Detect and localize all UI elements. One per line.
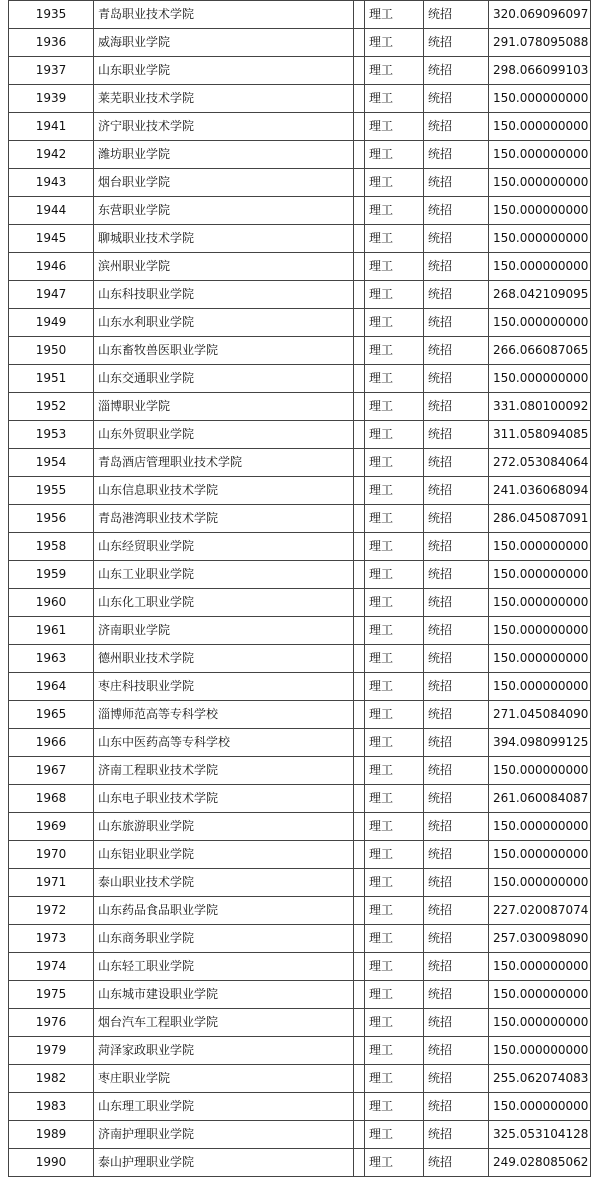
table-row (9, 309, 591, 337)
school-code-cell: 1939 (9, 85, 94, 113)
score-cell: 150.000000000 (489, 953, 591, 981)
table-row (9, 813, 591, 841)
score-cell: 311.058094085 (489, 421, 591, 449)
spacer-cell (354, 645, 365, 673)
score-cell: 227.020087074 (489, 897, 591, 925)
school-name-cell: 山东化工职业学院 (94, 589, 354, 617)
table-row (9, 841, 591, 869)
score-cell: 261.060084087 (489, 785, 591, 813)
score-cell: 150.000000000 (489, 533, 591, 561)
spacer-cell (354, 1037, 365, 1065)
school-name-cell: 山东信息职业技术学院 (94, 477, 354, 505)
spacer-cell (354, 113, 365, 141)
school-code-cell: 1935 (9, 1, 94, 29)
table-row (9, 645, 591, 673)
spacer-cell (354, 281, 365, 309)
school-code-cell: 1943 (9, 169, 94, 197)
score-cell: 150.000000000 (489, 309, 591, 337)
score-cell: 150.000000000 (489, 981, 591, 1009)
school-code-cell: 1969 (9, 813, 94, 841)
score-cell: 291.078095088 (489, 29, 591, 57)
batch-cell: 统招 (424, 169, 489, 197)
batch-cell: 统招 (424, 113, 489, 141)
table-row (9, 1093, 591, 1121)
table-row (9, 981, 591, 1009)
category-cell: 理工 (365, 953, 424, 981)
table-row (9, 1037, 591, 1065)
spacer-cell (354, 197, 365, 225)
batch-cell: 统招 (424, 813, 489, 841)
spacer-cell (354, 953, 365, 981)
school-code-cell: 1958 (9, 533, 94, 561)
school-code-cell: 1963 (9, 645, 94, 673)
school-code-cell: 1952 (9, 393, 94, 421)
batch-cell: 统招 (424, 869, 489, 897)
spacer-cell (354, 225, 365, 253)
table-row (9, 589, 591, 617)
score-cell: 241.036068094 (489, 477, 591, 505)
category-cell: 理工 (365, 57, 424, 85)
school-name-cell: 威海职业学院 (94, 29, 354, 57)
batch-cell: 统招 (424, 757, 489, 785)
spacer-cell (354, 561, 365, 589)
score-cell: 150.000000000 (489, 1009, 591, 1037)
category-cell: 理工 (365, 29, 424, 57)
table-row (9, 57, 591, 85)
batch-cell: 统招 (424, 253, 489, 281)
score-cell: 272.053084064 (489, 449, 591, 477)
category-cell: 理工 (365, 701, 424, 729)
school-code-cell: 1983 (9, 1093, 94, 1121)
table-row (9, 337, 591, 365)
table-row (9, 85, 591, 113)
batch-cell: 统招 (424, 1037, 489, 1065)
score-cell: 150.000000000 (489, 1093, 591, 1121)
category-cell: 理工 (365, 729, 424, 757)
batch-cell: 统招 (424, 477, 489, 505)
batch-cell: 统招 (424, 1121, 489, 1149)
table-row (9, 533, 591, 561)
school-code-cell: 1974 (9, 953, 94, 981)
category-cell: 理工 (365, 981, 424, 1009)
batch-cell: 统招 (424, 365, 489, 393)
category-cell: 理工 (365, 925, 424, 953)
table-row (9, 785, 591, 813)
school-code-cell: 1951 (9, 365, 94, 393)
spacer-cell (354, 337, 365, 365)
category-cell: 理工 (365, 589, 424, 617)
school-code-cell: 1971 (9, 869, 94, 897)
school-name-cell: 枣庄科技职业学院 (94, 673, 354, 701)
category-cell: 理工 (365, 85, 424, 113)
category-cell: 理工 (365, 1009, 424, 1037)
score-cell: 325.053104128 (489, 1121, 591, 1149)
spacer-cell (354, 673, 365, 701)
spacer-cell (354, 701, 365, 729)
school-code-cell: 1947 (9, 281, 94, 309)
school-name-cell: 聊城职业技术学院 (94, 225, 354, 253)
spacer-cell (354, 589, 365, 617)
school-code-cell: 1946 (9, 253, 94, 281)
score-cell: 150.000000000 (489, 561, 591, 589)
batch-cell: 统招 (424, 449, 489, 477)
school-name-cell: 山东电子职业技术学院 (94, 785, 354, 813)
school-code-cell: 1944 (9, 197, 94, 225)
school-name-cell: 山东旅游职业学院 (94, 813, 354, 841)
school-name-cell: 菏泽家政职业学院 (94, 1037, 354, 1065)
school-code-cell: 1941 (9, 113, 94, 141)
school-code-cell: 1965 (9, 701, 94, 729)
table-row (9, 757, 591, 785)
spacer-cell (354, 1065, 365, 1093)
batch-cell: 统招 (424, 337, 489, 365)
spacer-cell (354, 85, 365, 113)
school-code-cell: 1937 (9, 57, 94, 85)
batch-cell: 统招 (424, 1093, 489, 1121)
school-name-cell: 山东经贸职业学院 (94, 533, 354, 561)
school-name-cell: 山东科技职业学院 (94, 281, 354, 309)
category-cell: 理工 (365, 477, 424, 505)
score-cell: 271.045084090 (489, 701, 591, 729)
spacer-cell (354, 813, 365, 841)
table-row (9, 393, 591, 421)
admission-score-table (8, 0, 591, 1177)
batch-cell: 统招 (424, 561, 489, 589)
batch-cell: 统招 (424, 729, 489, 757)
spacer-cell (354, 897, 365, 925)
table-row (9, 421, 591, 449)
batch-cell: 统招 (424, 225, 489, 253)
category-cell: 理工 (365, 561, 424, 589)
batch-cell: 统招 (424, 589, 489, 617)
category-cell: 理工 (365, 449, 424, 477)
category-cell: 理工 (365, 309, 424, 337)
spacer-cell (354, 617, 365, 645)
school-name-cell: 淄博师范高等专科学校 (94, 701, 354, 729)
batch-cell: 统招 (424, 141, 489, 169)
score-cell: 150.000000000 (489, 141, 591, 169)
table-row (9, 197, 591, 225)
batch-cell: 统招 (424, 645, 489, 673)
spacer-cell (354, 1093, 365, 1121)
spacer-cell (354, 505, 365, 533)
school-name-cell: 山东药品食品职业学院 (94, 897, 354, 925)
spacer-cell (354, 477, 365, 505)
category-cell: 理工 (365, 169, 424, 197)
category-cell: 理工 (365, 1065, 424, 1093)
table-row (9, 477, 591, 505)
score-cell: 266.066087065 (489, 337, 591, 365)
table-row (9, 113, 591, 141)
spacer-cell (354, 29, 365, 57)
table-row (9, 869, 591, 897)
school-name-cell: 淄博职业学院 (94, 393, 354, 421)
school-name-cell: 济南工程职业技术学院 (94, 757, 354, 785)
school-code-cell: 1989 (9, 1121, 94, 1149)
category-cell: 理工 (365, 1037, 424, 1065)
table-row (9, 141, 591, 169)
batch-cell: 统招 (424, 57, 489, 85)
school-name-cell: 德州职业技术学院 (94, 645, 354, 673)
table-row (9, 1009, 591, 1037)
school-name-cell: 莱芜职业技术学院 (94, 85, 354, 113)
school-name-cell: 山东交通职业学院 (94, 365, 354, 393)
table-row (9, 29, 591, 57)
batch-cell: 统招 (424, 925, 489, 953)
table-row (9, 925, 591, 953)
batch-cell: 统招 (424, 701, 489, 729)
spacer-cell (354, 1121, 365, 1149)
school-code-cell: 1979 (9, 1037, 94, 1065)
batch-cell: 统招 (424, 673, 489, 701)
score-cell: 150.000000000 (489, 813, 591, 841)
table-body (9, 1, 591, 1177)
school-code-cell: 1960 (9, 589, 94, 617)
score-cell: 257.030098090 (489, 925, 591, 953)
spacer-cell (354, 729, 365, 757)
spacer-cell (354, 533, 365, 561)
school-name-cell: 烟台汽车工程职业学院 (94, 1009, 354, 1037)
school-code-cell: 1972 (9, 897, 94, 925)
category-cell: 理工 (365, 645, 424, 673)
school-name-cell: 山东中医药高等专科学校 (94, 729, 354, 757)
table-row (9, 673, 591, 701)
batch-cell: 统招 (424, 981, 489, 1009)
school-code-cell: 1950 (9, 337, 94, 365)
spacer-cell (354, 757, 365, 785)
batch-cell: 统招 (424, 29, 489, 57)
category-cell: 理工 (365, 617, 424, 645)
score-cell: 150.000000000 (489, 253, 591, 281)
batch-cell: 统招 (424, 1149, 489, 1177)
school-name-cell: 山东职业学院 (94, 57, 354, 85)
table-row (9, 449, 591, 477)
score-cell: 150.000000000 (489, 169, 591, 197)
table-row (9, 953, 591, 981)
table-row (9, 1065, 591, 1093)
category-cell: 理工 (365, 113, 424, 141)
school-name-cell: 山东外贸职业学院 (94, 421, 354, 449)
score-cell: 150.000000000 (489, 673, 591, 701)
school-code-cell: 1975 (9, 981, 94, 1009)
batch-cell: 统招 (424, 85, 489, 113)
school-name-cell: 潍坊职业学院 (94, 141, 354, 169)
school-code-cell: 1964 (9, 673, 94, 701)
spacer-cell (354, 981, 365, 1009)
school-code-cell: 1967 (9, 757, 94, 785)
table-row (9, 1149, 591, 1177)
school-name-cell: 山东工业职业学院 (94, 561, 354, 589)
score-cell: 150.000000000 (489, 757, 591, 785)
score-cell: 150.000000000 (489, 85, 591, 113)
school-code-cell: 1966 (9, 729, 94, 757)
table-row (9, 281, 591, 309)
table-row (9, 253, 591, 281)
spacer-cell (354, 841, 365, 869)
score-cell: 255.062074083 (489, 1065, 591, 1093)
category-cell: 理工 (365, 897, 424, 925)
category-cell: 理工 (365, 1149, 424, 1177)
score-cell: 150.000000000 (489, 869, 591, 897)
batch-cell: 统招 (424, 841, 489, 869)
school-code-cell: 1968 (9, 785, 94, 813)
spacer-cell (354, 141, 365, 169)
score-cell: 331.080100092 (489, 393, 591, 421)
spacer-cell (354, 169, 365, 197)
school-code-cell: 1953 (9, 421, 94, 449)
batch-cell: 统招 (424, 281, 489, 309)
category-cell: 理工 (365, 1121, 424, 1149)
school-name-cell: 济南护理职业学院 (94, 1121, 354, 1149)
category-cell: 理工 (365, 393, 424, 421)
spacer-cell (354, 365, 365, 393)
score-cell: 150.000000000 (489, 841, 591, 869)
spacer-cell (354, 1009, 365, 1037)
school-name-cell: 滨州职业学院 (94, 253, 354, 281)
category-cell: 理工 (365, 253, 424, 281)
school-name-cell: 山东城市建设职业学院 (94, 981, 354, 1009)
school-name-cell: 青岛职业技术学院 (94, 1, 354, 29)
school-code-cell: 1976 (9, 1009, 94, 1037)
spacer-cell (354, 309, 365, 337)
table-row (9, 225, 591, 253)
score-cell: 286.045087091 (489, 505, 591, 533)
school-code-cell: 1959 (9, 561, 94, 589)
spacer-cell (354, 785, 365, 813)
table-row (9, 505, 591, 533)
category-cell: 理工 (365, 281, 424, 309)
school-code-cell: 1982 (9, 1065, 94, 1093)
school-code-cell: 1956 (9, 505, 94, 533)
table-row (9, 561, 591, 589)
school-name-cell: 枣庄职业学院 (94, 1065, 354, 1093)
school-name-cell: 山东理工职业学院 (94, 1093, 354, 1121)
school-name-cell: 东营职业学院 (94, 197, 354, 225)
batch-cell: 统招 (424, 1, 489, 29)
category-cell: 理工 (365, 197, 424, 225)
spacer-cell (354, 1, 365, 29)
score-cell: 394.098099125 (489, 729, 591, 757)
category-cell: 理工 (365, 505, 424, 533)
category-cell: 理工 (365, 365, 424, 393)
school-name-cell: 山东水利职业学院 (94, 309, 354, 337)
table-row (9, 1121, 591, 1149)
batch-cell: 统招 (424, 505, 489, 533)
spacer-cell (354, 253, 365, 281)
score-cell: 150.000000000 (489, 617, 591, 645)
category-cell: 理工 (365, 785, 424, 813)
school-name-cell: 山东商务职业学院 (94, 925, 354, 953)
category-cell: 理工 (365, 225, 424, 253)
batch-cell: 统招 (424, 617, 489, 645)
category-cell: 理工 (365, 813, 424, 841)
category-cell: 理工 (365, 141, 424, 169)
school-name-cell: 山东轻工职业学院 (94, 953, 354, 981)
batch-cell: 统招 (424, 785, 489, 813)
spacer-cell (354, 449, 365, 477)
school-code-cell: 1942 (9, 141, 94, 169)
school-name-cell: 青岛酒店管理职业技术学院 (94, 449, 354, 477)
score-cell: 150.000000000 (489, 589, 591, 617)
score-table-container (8, 0, 591, 1177)
school-code-cell: 1945 (9, 225, 94, 253)
score-cell: 320.069096097 (489, 1, 591, 29)
spacer-cell (354, 869, 365, 897)
table-row (9, 1, 591, 29)
category-cell: 理工 (365, 337, 424, 365)
table-row (9, 897, 591, 925)
batch-cell: 统招 (424, 533, 489, 561)
category-cell: 理工 (365, 533, 424, 561)
school-name-cell: 泰山护理职业学院 (94, 1149, 354, 1177)
category-cell: 理工 (365, 841, 424, 869)
batch-cell: 统招 (424, 393, 489, 421)
category-cell: 理工 (365, 757, 424, 785)
score-cell: 150.000000000 (489, 1037, 591, 1065)
table-row (9, 617, 591, 645)
spacer-cell (354, 421, 365, 449)
spacer-cell (354, 393, 365, 421)
score-cell: 249.028085062 (489, 1149, 591, 1177)
school-name-cell: 济宁职业技术学院 (94, 113, 354, 141)
batch-cell: 统招 (424, 897, 489, 925)
school-code-cell: 1954 (9, 449, 94, 477)
batch-cell: 统招 (424, 309, 489, 337)
category-cell: 理工 (365, 1093, 424, 1121)
school-name-cell: 山东铝业职业学院 (94, 841, 354, 869)
category-cell: 理工 (365, 421, 424, 449)
spacer-cell (354, 1149, 365, 1177)
school-name-cell: 山东畜牧兽医职业学院 (94, 337, 354, 365)
score-cell: 298.066099103 (489, 57, 591, 85)
category-cell: 理工 (365, 673, 424, 701)
table-row (9, 729, 591, 757)
school-code-cell: 1949 (9, 309, 94, 337)
category-cell: 理工 (365, 869, 424, 897)
school-code-cell: 1936 (9, 29, 94, 57)
school-code-cell: 1973 (9, 925, 94, 953)
school-name-cell: 青岛港湾职业技术学院 (94, 505, 354, 533)
batch-cell: 统招 (424, 1065, 489, 1093)
batch-cell: 统招 (424, 1009, 489, 1037)
school-code-cell: 1990 (9, 1149, 94, 1177)
spacer-cell (354, 925, 365, 953)
score-cell: 150.000000000 (489, 365, 591, 393)
school-name-cell: 济南职业学院 (94, 617, 354, 645)
score-cell: 268.042109095 (489, 281, 591, 309)
batch-cell: 统招 (424, 953, 489, 981)
score-cell: 150.000000000 (489, 197, 591, 225)
batch-cell: 统招 (424, 197, 489, 225)
table-row (9, 365, 591, 393)
school-code-cell: 1970 (9, 841, 94, 869)
school-code-cell: 1961 (9, 617, 94, 645)
score-cell: 150.000000000 (489, 225, 591, 253)
score-cell: 150.000000000 (489, 645, 591, 673)
school-name-cell: 泰山职业技术学院 (94, 869, 354, 897)
category-cell: 理工 (365, 1, 424, 29)
batch-cell: 统招 (424, 421, 489, 449)
table-row (9, 169, 591, 197)
score-cell: 150.000000000 (489, 113, 591, 141)
school-code-cell: 1955 (9, 477, 94, 505)
school-name-cell: 烟台职业学院 (94, 169, 354, 197)
spacer-cell (354, 57, 365, 85)
table-row (9, 701, 591, 729)
